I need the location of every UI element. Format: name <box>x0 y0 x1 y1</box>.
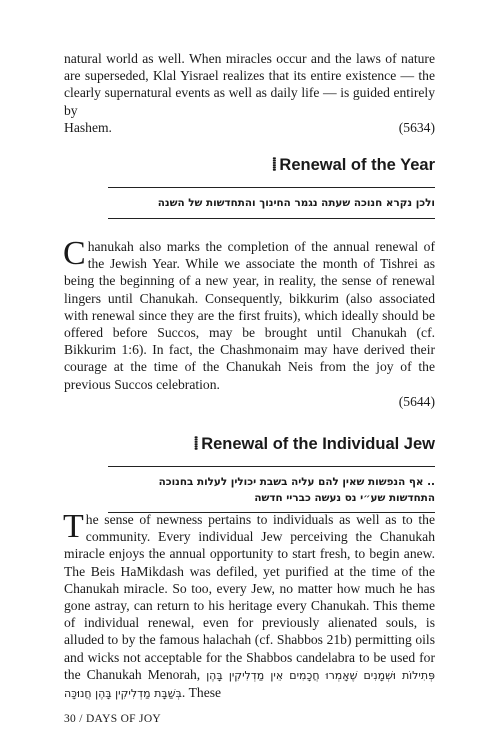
hebrew-source-quote: ולכן נקרא חנוכה שעתה נגמר החינוך והתחדשות של השנה <box>157 197 435 209</box>
source-reference: (5644) <box>398 393 435 409</box>
section-paragraph <box>63 235 435 393</box>
intro-text <box>64 50 435 119</box>
section-heading-renewal-individual <box>194 433 435 454</box>
section-text: he sense of newness pertains to individuals as well as to the community. Every individual Jew perceiving the Chanukah miracle enjoys the annual opportunity to start fresh, to begin anew. The Beis HaMikdash was defiled, yet purified at the time of the Chanukah miracle. So too, every Jew, no matter how much he has gone astray, can return to his heritage every Chanukah. This theme of individual renewal, even for previously alienated souls, is alluded to by the famous halachah (cf. Shabbos 21b) permitting oils and wicks not acceptable for the Shabbos candelabra to be used for the Chanukah Menorah, <box>64 512 435 682</box>
section-heading-renewal-year <box>272 154 435 175</box>
drop-cap: C <box>63 235 86 272</box>
hebrew-line-2: התחדשות שע״י נס נעשה כבריי חדשה <box>254 492 435 504</box>
intro-reference: (5634) <box>398 119 435 135</box>
intro-last-word: Hashem. <box>64 119 112 135</box>
hebrew-inline-word: פְּתִילוֹת <box>401 668 435 682</box>
section-title: Renewal of the Year <box>279 156 435 174</box>
ornament-icon: ⸽⸽ <box>194 436 197 450</box>
ornament-icon: ⸽⸽ <box>272 157 275 171</box>
intro-last-line <box>64 119 435 136</box>
divider-top <box>108 466 435 467</box>
hebrew-source-quote <box>108 474 435 506</box>
divider-bottom <box>108 218 435 219</box>
intro-paragraph <box>64 50 435 136</box>
section-title: Renewal of the Individual Jew <box>201 435 435 453</box>
section-body-renewal-year <box>63 235 435 410</box>
hebrew-line-1: .. אף הנפשות שאין להם עליה בשבת יכולין לעלות בחנוכה <box>158 476 435 488</box>
page-footer: 30 / DAYS OF JOY <box>64 713 162 725</box>
divider-top <box>108 187 435 188</box>
section-paragraph: The sense of newness pertains to individuals as well as to the community. Every individual Jew perceiving the Chanukah miracle enjoys the annual opportunity to start fresh, to begin anew. The Beis HaMikdash was defiled, yet purified at the time of the Chanukah miracle. So too, every Jew, no matter how much he has gone astray, can return to his heritage every Chanukah. This theme of individual renewal, even for previously alienated souls, is alluded to by the famous halachah (cf. Shabbos 21b) permitting oils and wicks not acceptable for the Shabbos candelabra to be used for the Chanukah Menorah, פְּתִילוֹת וּשְׁמָנִים שֶׁאָמְרוּ חֲכָמִים אֵין מַדְלִיקִין בָּהֶן בְּשַׁבָּת מַדְלִיקִין בָּהֶן חֲנוּכָּה. These <box>63 508 435 701</box>
section-tail: These <box>188 685 222 701</box>
drop-cap: T <box>63 508 84 545</box>
hebrew-inline-phrase: וּשְׁמָנִים שֶׁאָמְרוּ חֲכָמִים אֵין מַדְלִיקִין בָּהֶן בְּשַׁבָּת מַדְלִיקִין בָּהֶן חֲנוּכָּה <box>64 668 396 701</box>
intro-body: natural world as well. When miracles occur and the laws of nature are superseded, Klal Yisrael realizes that its entire existence — the clearly supernatural events as well as daily life — is guided entirely by <box>64 51 435 118</box>
section-body-renewal-individual <box>63 508 435 702</box>
section-text: hanukah also marks the completion of the annual renewal of the Jewish Year. While we associate the month of Tishrei as being the beginning of a new year, in reality, the sense of renewal lingers until Chanukah. Consequently, bikkurim (also associated with renewal since they are the first fruits), which ideally should be offered before Succos, may be brought until Chanukah (cf. Bikkurim 1:6). In fact, the Chashmonaim may have derived their courage at the time of the Chanukah Neis from the joy of the previous Succos celebration. <box>64 239 435 392</box>
